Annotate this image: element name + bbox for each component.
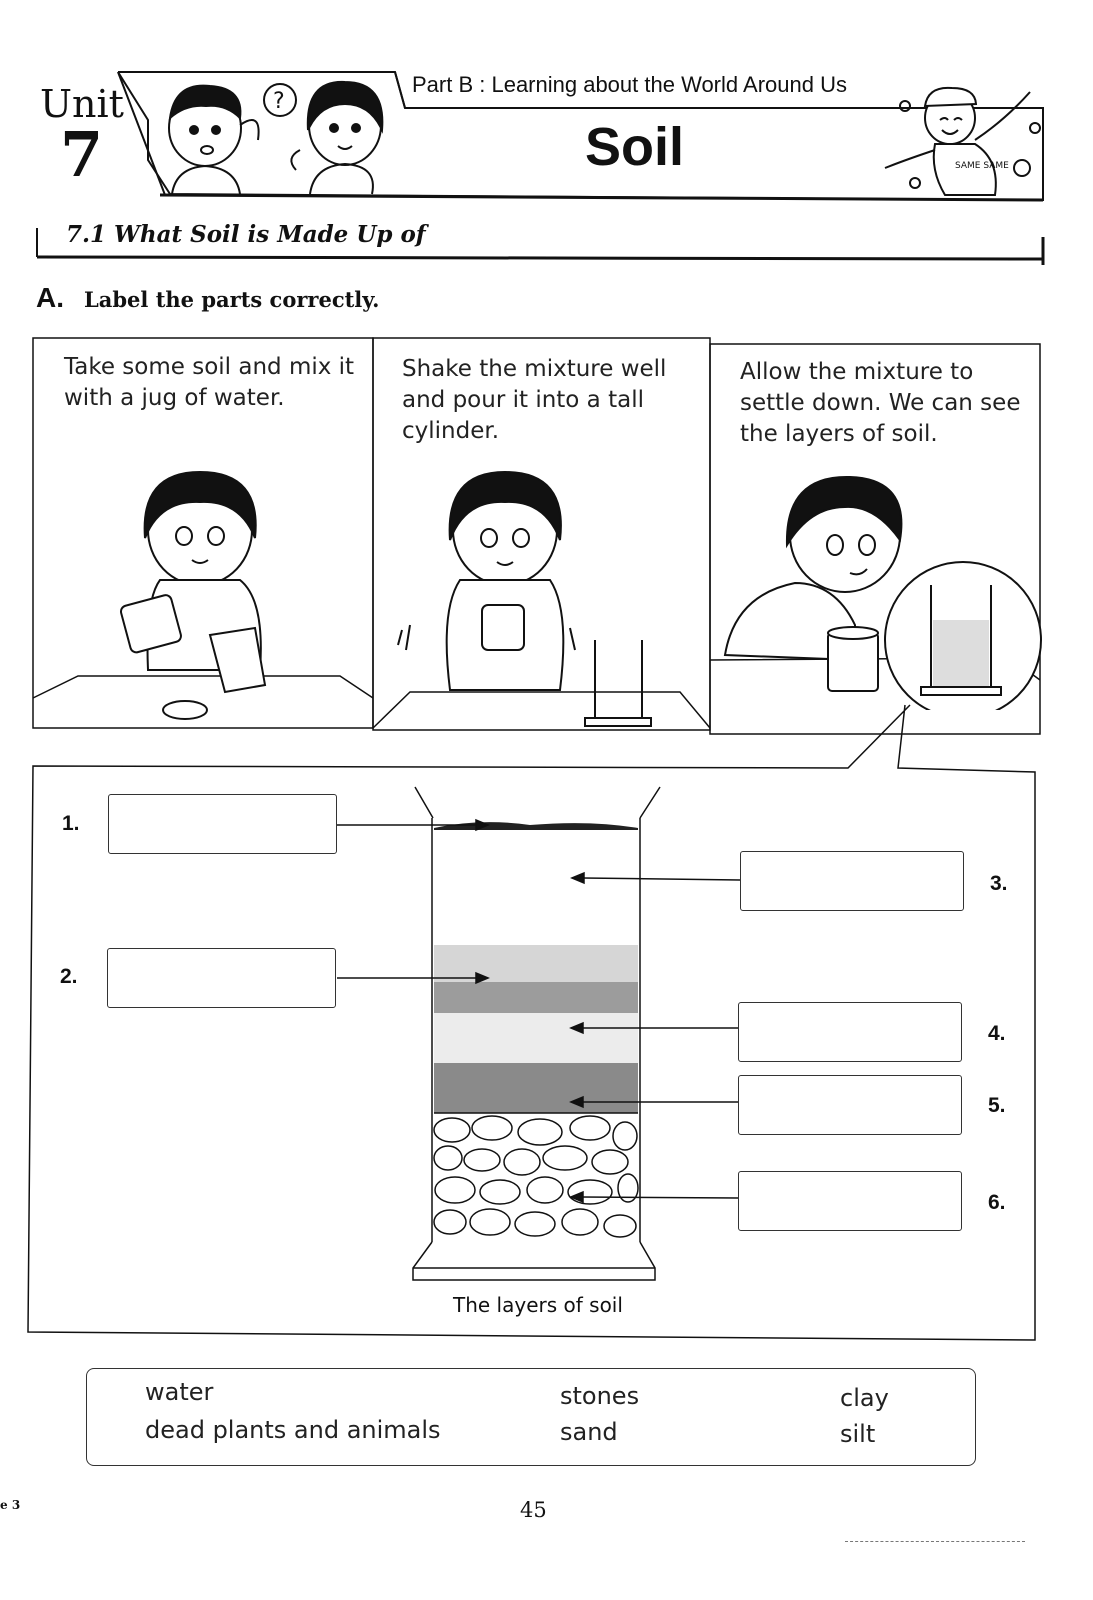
layer-humus xyxy=(434,822,638,830)
part-title: Part B : Learning about the World Around Us xyxy=(412,72,847,97)
waving-boy-drawing xyxy=(885,88,1040,195)
confused-boy-drawing xyxy=(169,84,296,194)
label-number-4: 4. xyxy=(988,1022,1006,1045)
label-box-3[interactable] xyxy=(740,851,964,911)
page-number: 45 xyxy=(520,1498,547,1522)
page-title: Soil xyxy=(585,117,685,177)
label-box-5[interactable] xyxy=(738,1075,962,1135)
panel-1-illustration xyxy=(100,460,340,730)
layer-stones xyxy=(434,1116,638,1237)
word-bank-item: water xyxy=(145,1378,214,1406)
shirt-text: SAME SAME xyxy=(955,161,1009,171)
word-bank-item: sand xyxy=(560,1418,618,1446)
label-box-6[interactable] xyxy=(738,1171,962,1231)
unit-number: 7 xyxy=(60,118,104,191)
panel-2-illustration xyxy=(390,460,680,735)
layer-sand xyxy=(434,1063,638,1113)
label-number-3: 3. xyxy=(990,872,1008,895)
panel-3-text: Allow the mixture to settle down. We can see the layers of soil. xyxy=(740,359,1021,447)
activity-letter: A. xyxy=(36,282,64,313)
footer-rule xyxy=(845,1541,1025,1542)
label-box-2[interactable] xyxy=(107,948,336,1008)
panel-1-text: Take some soil and mix it with a jug of water. xyxy=(64,354,355,411)
svg-text:?: ? xyxy=(273,89,285,114)
margin-mark: e 3 xyxy=(0,1498,21,1512)
word-bank-item: dead plants and animals xyxy=(145,1416,441,1444)
header-banner xyxy=(0,0,1093,210)
label-number-1: 1. xyxy=(62,812,80,835)
panel-3-illustration xyxy=(715,465,1045,710)
label-box-4[interactable] xyxy=(738,1002,962,1062)
label-number-2: 2. xyxy=(60,965,78,988)
layer-silt xyxy=(434,1013,638,1063)
word-bank-item: stones xyxy=(560,1382,640,1410)
label-number-5: 5. xyxy=(988,1094,1006,1117)
word-bank-item: silt xyxy=(840,1420,876,1448)
label-number-6: 6. xyxy=(988,1191,1006,1214)
girl-drawing xyxy=(291,82,382,194)
diagram-caption: The layers of soil xyxy=(453,1293,623,1317)
activity-instruction: Label the parts correctly. xyxy=(84,287,380,312)
unit-label: Unit xyxy=(40,82,124,126)
panel-2-text: Shake the mixture well and pour it into a tall cylinder. xyxy=(402,356,667,444)
label-box-1[interactable] xyxy=(108,794,337,854)
section-title: 7.1 What Soil is Made Up of xyxy=(66,221,426,248)
word-bank-item: clay xyxy=(840,1384,889,1412)
